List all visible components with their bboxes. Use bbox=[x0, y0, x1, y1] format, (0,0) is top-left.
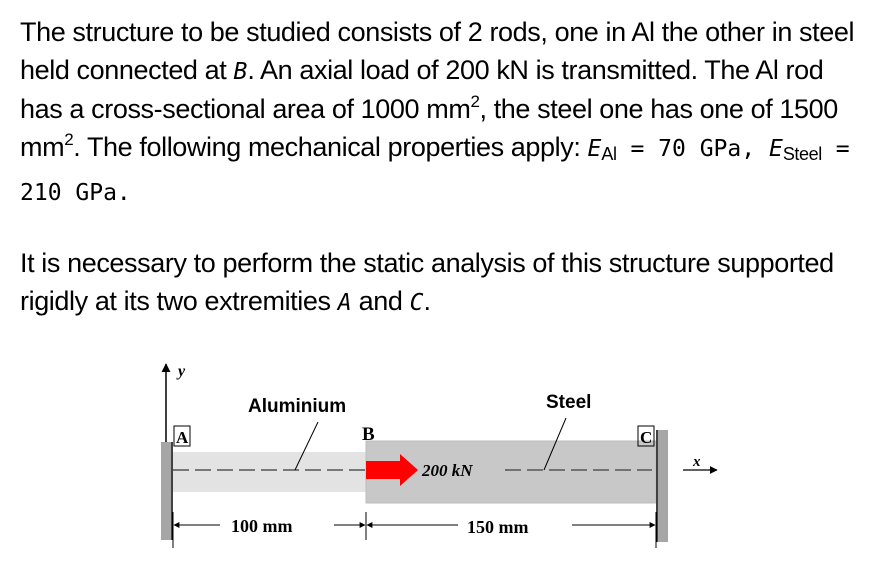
dim-left-label: 100 mm bbox=[231, 516, 293, 536]
x-axis-label: x bbox=[693, 454, 701, 470]
point-a-label: A bbox=[176, 428, 189, 447]
p1-text-3: , the steel one has one of 1500 mm bbox=[20, 94, 838, 162]
p1-text-1: The structure to be studied consists of 2 rods, one in Al the other in steel held connected at bbox=[20, 17, 855, 85]
point-c-ref: C bbox=[409, 289, 424, 316]
exponent-2: 2 bbox=[64, 129, 74, 149]
point-b-ref: B bbox=[233, 58, 248, 85]
e-al-subscript: Al bbox=[601, 143, 617, 164]
y-axis-label: y bbox=[178, 363, 186, 380]
p1-text-2: . An axial load of 200 kN is transmitted. The Al rod has a cross-sectional area of 1000 mm bbox=[20, 54, 824, 124]
e-steel-subscript: Steel bbox=[782, 143, 822, 164]
point-a-ref: A bbox=[337, 289, 352, 316]
load-label: 200 kN bbox=[422, 461, 473, 480]
aluminium-rod bbox=[173, 452, 366, 492]
e-al-value: = 70 GPa, bbox=[616, 135, 769, 162]
e-al-symbol: E bbox=[587, 135, 602, 162]
p1-text-4: . The following mechanical properties apply: bbox=[73, 131, 588, 162]
e-steel-symbol: E bbox=[768, 135, 783, 162]
point-b-label: B bbox=[362, 424, 375, 445]
exponent-1: 2 bbox=[470, 92, 480, 111]
aluminium-label: Aluminium bbox=[248, 396, 347, 417]
point-c-label: C bbox=[640, 428, 653, 447]
p2-text-3: . bbox=[423, 285, 431, 316]
p2-text-2: and bbox=[351, 285, 410, 316]
support-wall-a bbox=[161, 442, 173, 540]
e-steel-value: = 210 GPa. bbox=[20, 135, 850, 206]
p2-text-1: It is necessary to perform the static analysis of this structure supported rigidly at its two extremities bbox=[20, 248, 834, 316]
dim-right-label: 150 mm bbox=[467, 517, 529, 537]
support-wall-c bbox=[656, 430, 668, 542]
steel-label: Steel bbox=[546, 392, 592, 413]
